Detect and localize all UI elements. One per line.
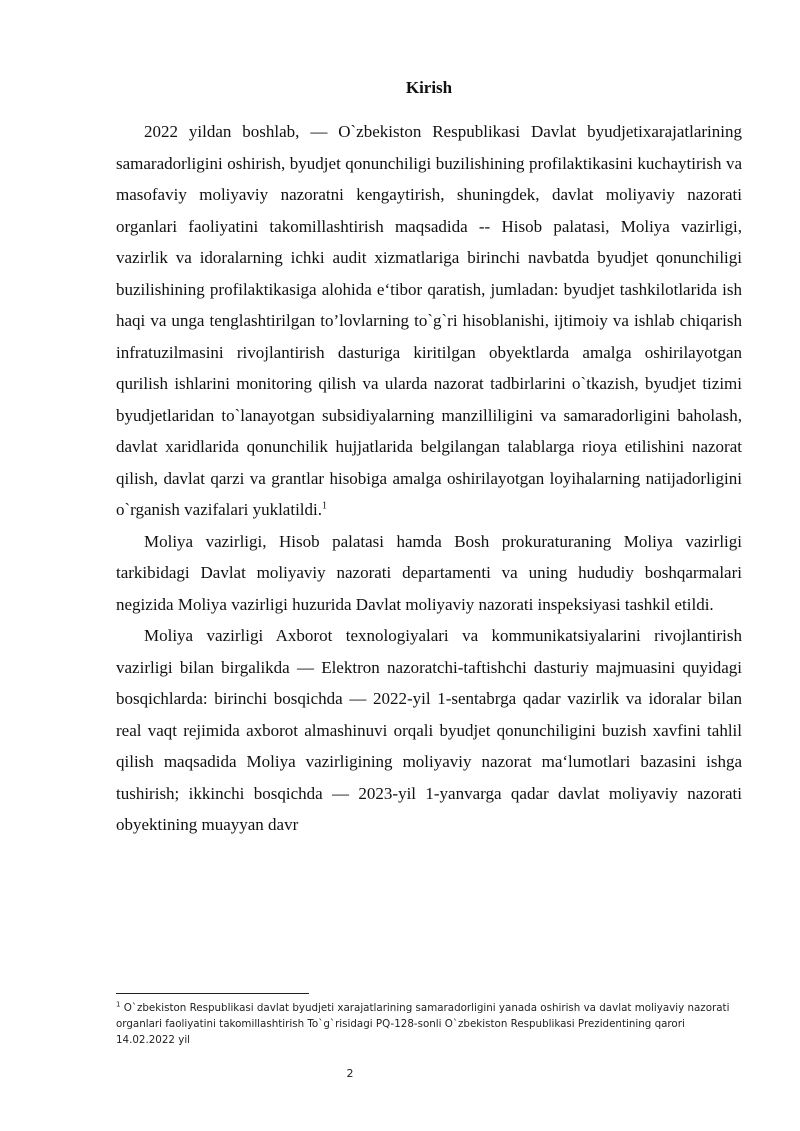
page-number: 2 (346, 1067, 354, 1080)
footnote (116, 1000, 742, 1048)
footnote-mark: 1 (116, 1000, 121, 1009)
document-body (116, 74, 742, 841)
page-title: Kirish (405, 78, 453, 97)
paragraph-intro (116, 116, 742, 526)
paragraph-intro-text: 2022 yildan boshlab, — O`zbekiston Respublikasi Davlat byudjetixarajatlarining samaradorligini oshirish, byudjet qonunchiligi buzilishining profilaktikasini kuchaytirish va masofaviy moliyaviy nazoratni kengaytirish, shuningdek, davlat moliyaviy nazorati organlari faoliyatini takomillashtirish maqsadida -- Hisob palatasi, Moliya vazirligi, vazirlik va idoralarning ichki audit xizmatlariga birinchi navbatda byudjet qonunchiligi buzilishining profilaktikasiga alohida e‘tibor qaratish, jumladan: byudjet tashkilotlarida ish haqi va unga tenglashtirilgan to’lovlarning to`g`ri hisoblanishi, ijtimoiy va ishlab chiqarish infratuzilmasini rivojlantirish dasturiga kiritilgan obyektlarda amalga oshirilayotgan qurilish ishlarini monitoring qilish va ularda nazorat tadbirlarini o`tkazish, byudjet tizimi byudjetlaridan to`lanayotgan subsidiyalarning manzilliligini va samaradorligini baholash, davlat xaridlarida qonunchilik hujjatlarida belgilangan talablarga rioya etilishini nazorat qilish, davlat qarzi va grantlar hisobiga amalga oshirilayotgan loyihalarning natijadorligini o`rganish vazifalari yuklatildi. (116, 122, 742, 519)
paragraph-electronic-controller: Moliya vazirligi Axborot texnologiyalari va kommunikatsiyalarini rivojlantirish vazirligi bilan birgalikda — Elektron nazoratchi-taftishchi dasturiy majmuasini quyidagi bosqichlarda: birinchi bosqichda — 2022-yil 1-sentabrga qadar vazirlik va idoralar bilan real vaqt rejimida axborot almashinuvi orqali byudjet qonunchiligini buzish xavfini tahlil qilish maqsadida Moliya vazirligining moliyaviy nazorat ma‘lumotlari bazasini ishga tushirish; ikkinchi bosqichda — 2023-yil 1-yanvarga qadar davlat moliyaviy nazorati obyektining muayyan davr (116, 626, 742, 834)
footnote-text: O`zbekiston Respublikasi davlat byudjeti xarajatlarining samaradorligini yanada oshirish va davlat moliyaviy nazorati organlari faoliyatini takomillashtirish To`g`risidagi PQ-128-sonli O`zbekiston Respublikasi Prezidentining qarori 14.02.2022 yil (116, 1002, 730, 1046)
footnote-separator (116, 993, 309, 994)
paragraph-inspection: Moliya vazirligi, Hisob palatasi hamda Bosh prokuraturaning Moliya vazirligi tarkibidagi Davlat moliyaviy nazorati departamenti va uning hududiy boshqarmalari negizida Moliya vazirligi huzurida Davlat moliyaviy nazorati inspeksiyasi tashkil etildi. (116, 531, 742, 614)
footnote-reference: 1 (321, 500, 327, 512)
